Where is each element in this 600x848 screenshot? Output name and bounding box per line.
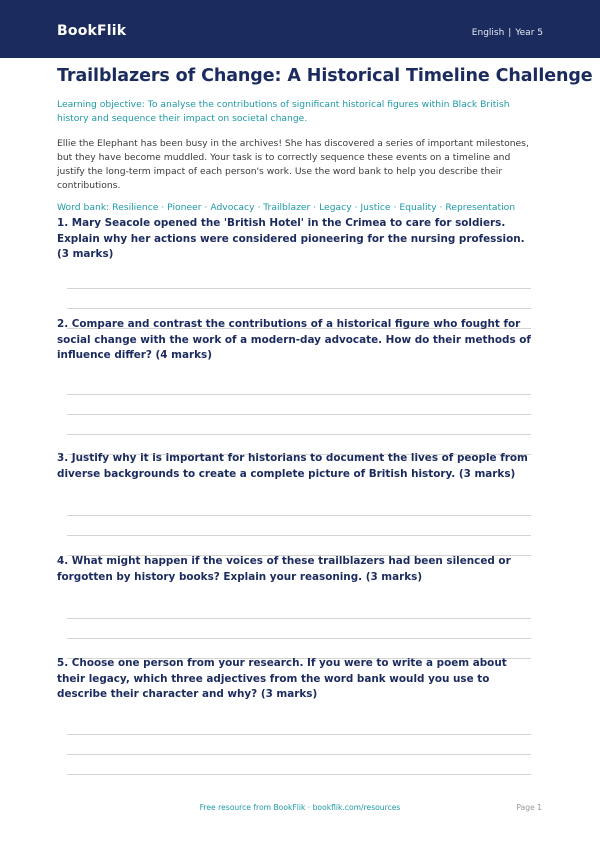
year-label: Year 5 xyxy=(515,28,543,38)
answer-line[interactable] xyxy=(67,308,531,309)
learning-objective: Learning objective: To analyse the contributions of significant historical figures within Black British history and sequence their impact on societal change. xyxy=(57,99,510,124)
page-title: Trailblazers of Change: A Historical Timeline Challenge xyxy=(57,66,593,86)
page-header xyxy=(0,0,600,58)
answer-line[interactable] xyxy=(67,754,531,755)
answer-line[interactable] xyxy=(67,288,531,289)
question-text: 1. Mary Seacole opened the 'British Hotel' in the Crimea to care for soldiers. Explain why her actions were considered pioneering for the nursing profession. (3 marks) xyxy=(57,217,525,260)
brand-logo-text: BookFlik xyxy=(57,23,127,39)
answer-lines xyxy=(57,618,537,659)
answer-line[interactable] xyxy=(67,394,531,395)
page-number: Page 1 xyxy=(516,803,542,812)
question-text: 3. Justify why it is important for historians to document the lives of people from diverse backgrounds to create a complete picture of British history. (3 marks) xyxy=(57,452,528,480)
word-bank: Word bank: Resilience · Pioneer · Advocacy · Trailblazer · Legacy · Justice · Equality · Representation xyxy=(57,202,516,213)
question-5 xyxy=(57,656,537,794)
footer-resource-link[interactable]: Free resource from BookFlik · bookflik.com/resources xyxy=(199,803,401,812)
answer-line[interactable] xyxy=(67,774,531,775)
header-separator: | xyxy=(508,28,512,38)
question-text: 4. What might happen if the voices of these trailblazers had been silenced or forgotten by history books? Explain your reasoning. (3 marks) xyxy=(57,555,511,583)
answer-line[interactable] xyxy=(67,638,531,639)
question-text: 5. Choose one person from your research. If you were to write a poem about their legacy, which three adjectives from the word bank would you use to describe their character and why? (3 marks) xyxy=(57,657,507,700)
answer-line[interactable] xyxy=(67,734,531,735)
answer-line[interactable] xyxy=(67,434,531,435)
answer-line[interactable] xyxy=(67,618,531,619)
worksheet-body xyxy=(57,66,593,215)
subject-label: English xyxy=(471,28,505,38)
header-meta xyxy=(472,28,543,38)
answer-line[interactable] xyxy=(67,515,531,516)
answer-lines xyxy=(57,515,537,556)
answer-line[interactable] xyxy=(67,414,531,415)
intro-paragraph: Ellie the Elephant has been busy in the archives! She has discovered a series of important milestones, but they have become muddled. Your task is to correctly sequence these events on a timeline and justify the long-term impact of each person's work. Use the word bank to help you describe their contributions. xyxy=(57,138,529,191)
answer-lines xyxy=(57,734,537,775)
question-text: 2. Compare and contrast the contributions of a historical figure who fought for social change with the work of a modern-day advocate. How do their methods of influence differ? (4 marks) xyxy=(57,318,531,361)
answer-line[interactable] xyxy=(67,535,531,536)
answer-lines xyxy=(57,394,537,455)
